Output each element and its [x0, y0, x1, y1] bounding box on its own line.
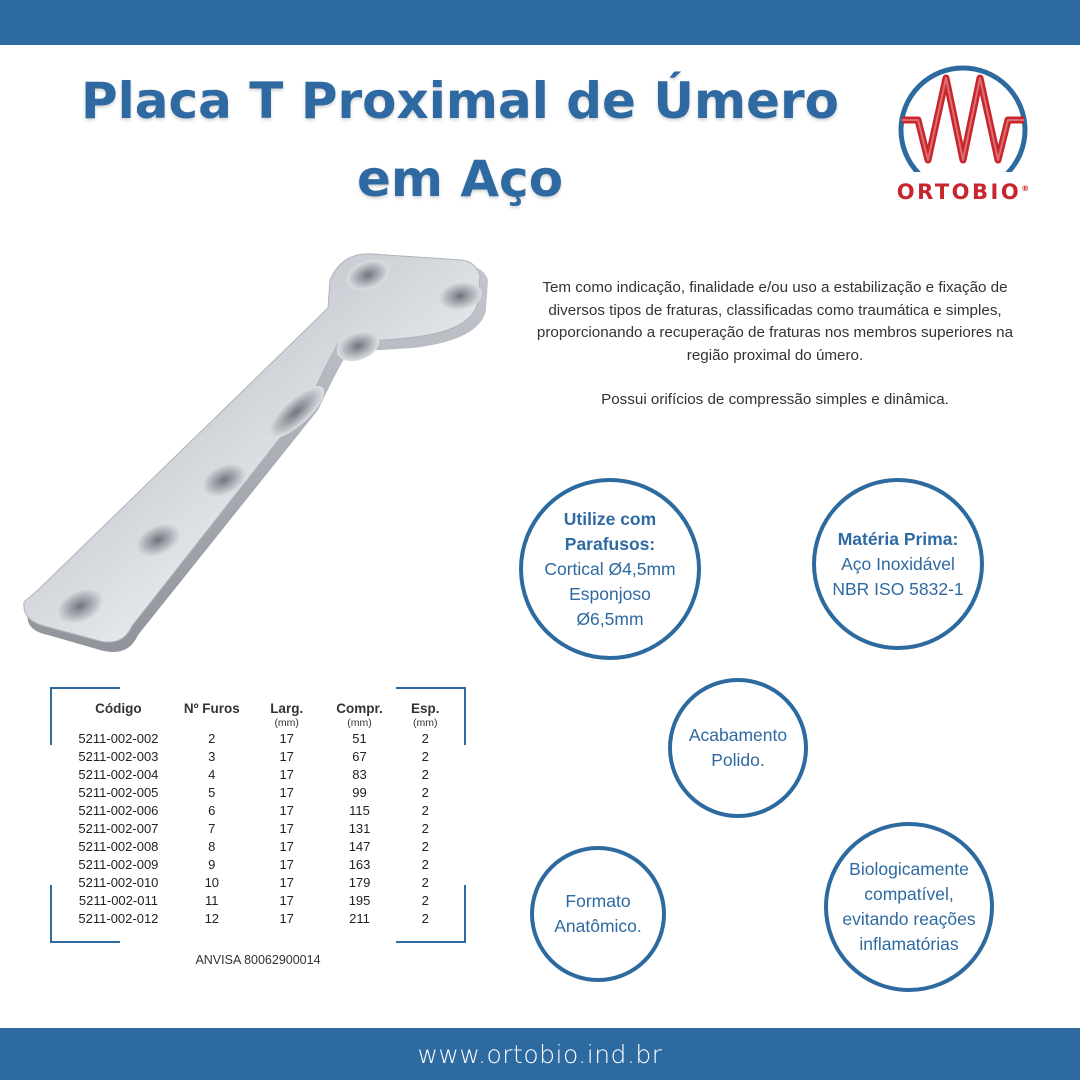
cell-length: 51: [352, 731, 367, 746]
cell-thickness: 2: [421, 821, 429, 836]
cell-length: 67: [352, 749, 367, 764]
cell-width: 17: [279, 731, 294, 746]
header-thickness-label: Esp.: [410, 701, 440, 716]
cell-width: 17: [279, 749, 294, 764]
table-row: [62, 856, 456, 874]
cell-holes: 10: [204, 875, 220, 890]
cell-holes: 3: [208, 749, 216, 764]
cell-holes: 2: [208, 731, 216, 746]
header-holes: Nº Furos: [183, 701, 240, 716]
cell-width: 17: [279, 839, 294, 854]
header-width: [249, 701, 325, 730]
screws-heading-2: Parafusos:: [564, 533, 656, 554]
screws-cortical: Cortical Ø4,5mm: [544, 558, 676, 579]
table-row: [62, 820, 456, 838]
description-paragraph-1: Tem como indicação, finalidade e/ou uso a estabilização e fixação de diversos tipos de fraturas, classificadas como traumática e simples, proporcionando a recuperação de fraturas nos membros superiores na região proximal do úmero.: [536, 279, 1014, 364]
material-norm: NBR ISO 5832-1: [832, 578, 964, 599]
cell-code: 5211-002-002: [78, 731, 159, 746]
header-width-unit: (mm): [274, 717, 299, 729]
cell-holes: 6: [208, 803, 216, 818]
header-thickness: [394, 701, 456, 730]
cell-holes: 12: [204, 911, 220, 926]
feature-format: [530, 846, 666, 982]
anvisa-registration: ANVISA 80062900014: [195, 953, 321, 967]
website-link[interactable]: www.ortobio.ind.br: [417, 1039, 663, 1069]
cell-width: 17: [279, 821, 294, 836]
cell-length: 83: [352, 767, 367, 782]
cell-thickness: 2: [421, 731, 429, 746]
cell-thickness: 2: [421, 803, 429, 818]
cell-thickness: 2: [421, 911, 429, 926]
cell-holes: 9: [208, 857, 216, 872]
cell-code: 5211-002-005: [78, 785, 159, 800]
cell-length: 211: [349, 911, 370, 926]
table-row: [62, 910, 456, 928]
registered-mark: ®: [1021, 184, 1030, 193]
cell-thickness: 2: [421, 749, 429, 764]
cell-length: 163: [348, 857, 371, 872]
cell-width: 17: [279, 767, 294, 782]
feature-material: [812, 478, 984, 650]
table-row: [62, 892, 456, 910]
header-width-label: Larg.: [270, 701, 304, 716]
table-row: [62, 874, 456, 892]
cell-width: 17: [279, 911, 294, 926]
cell-length: 195: [348, 893, 371, 908]
top-bar: [0, 0, 1080, 45]
cell-thickness: 2: [421, 893, 429, 908]
page-title: [60, 62, 860, 218]
bio-line-1: Biologicamente: [849, 859, 969, 879]
cell-width: 17: [279, 857, 294, 872]
header-length-label: Compr.: [336, 701, 383, 716]
cell-thickness: 2: [421, 875, 429, 890]
table-row: [62, 748, 456, 766]
cell-length: 179: [348, 875, 371, 890]
screws-esponjoso: Esponjoso: [569, 583, 651, 604]
feature-screws: [519, 478, 701, 660]
cell-holes: 5: [208, 785, 216, 800]
bio-line-2: compatível,: [864, 884, 954, 904]
cell-code: 5211-002-008: [78, 839, 159, 854]
material-steel: Aço Inoxidável: [841, 553, 955, 574]
format-line-1: Formato: [565, 891, 631, 911]
product-description: [515, 277, 1035, 412]
table-row: [62, 730, 456, 748]
title-line-2: em Aço: [356, 150, 564, 208]
header-code: Código: [95, 701, 142, 716]
finish-line-2: Polido.: [711, 750, 765, 770]
bio-line-4: inflamatórias: [859, 934, 959, 954]
cell-length: 147: [348, 839, 371, 854]
feature-finish: [668, 678, 808, 818]
cell-length: 99: [352, 785, 367, 800]
cell-thickness: 2: [421, 839, 429, 854]
spec-table-frame: [50, 687, 466, 943]
cell-thickness: 2: [421, 767, 429, 782]
table-row: [62, 802, 456, 820]
cell-holes: 7: [208, 821, 216, 836]
cell-code: 5211-002-012: [78, 911, 159, 926]
ortobio-logo-text: [888, 180, 1038, 204]
cell-width: 17: [279, 803, 294, 818]
table-row: [62, 784, 456, 802]
finish-line-1: Acabamento: [688, 725, 788, 745]
cell-width: 17: [279, 785, 294, 800]
footer-bar: [0, 1028, 1080, 1080]
spec-table: [62, 701, 456, 928]
cell-holes: 8: [208, 839, 216, 854]
table-header-row: [62, 701, 456, 730]
bone-plate-image: [18, 240, 508, 665]
cell-thickness: 2: [421, 785, 429, 800]
cell-code: 5211-002-003: [78, 749, 159, 764]
cell-code: 5211-002-007: [78, 821, 159, 836]
screws-heading-1: Utilize com: [563, 508, 657, 529]
format-line-2: Anatômico.: [554, 916, 642, 936]
title-line-1: Placa T Proximal de Úmero: [81, 72, 839, 130]
table-row: [62, 766, 456, 784]
brand-name: ORTOBIO: [896, 180, 1022, 204]
cell-width: 17: [279, 875, 294, 890]
screws-esponjoso-size: Ø6,5mm: [576, 608, 644, 629]
cell-width: 17: [279, 893, 294, 908]
cell-code: 5211-002-009: [78, 857, 159, 872]
header-length-unit: (mm): [347, 717, 372, 729]
cell-code: 5211-002-011: [78, 893, 158, 908]
cell-length: 131: [348, 821, 371, 836]
feature-biocompatible: [824, 822, 994, 992]
material-heading: Matéria Prima:: [837, 528, 959, 549]
cell-holes: 4: [208, 767, 216, 782]
header-length: [325, 701, 395, 730]
header-thickness-unit: (mm): [412, 717, 438, 729]
cell-thickness: 2: [421, 857, 429, 872]
cell-holes: 11: [205, 893, 219, 908]
bio-line-3: evitando reações: [842, 909, 976, 929]
cell-length: 115: [349, 803, 370, 818]
description-paragraph-2: Possui orifícios de compressão simples e dinâmica.: [601, 391, 949, 408]
table-row: [62, 838, 456, 856]
cell-code: 5211-002-010: [78, 875, 159, 890]
cell-code: 5211-002-006: [78, 803, 159, 818]
cell-code: 5211-002-004: [78, 767, 159, 782]
